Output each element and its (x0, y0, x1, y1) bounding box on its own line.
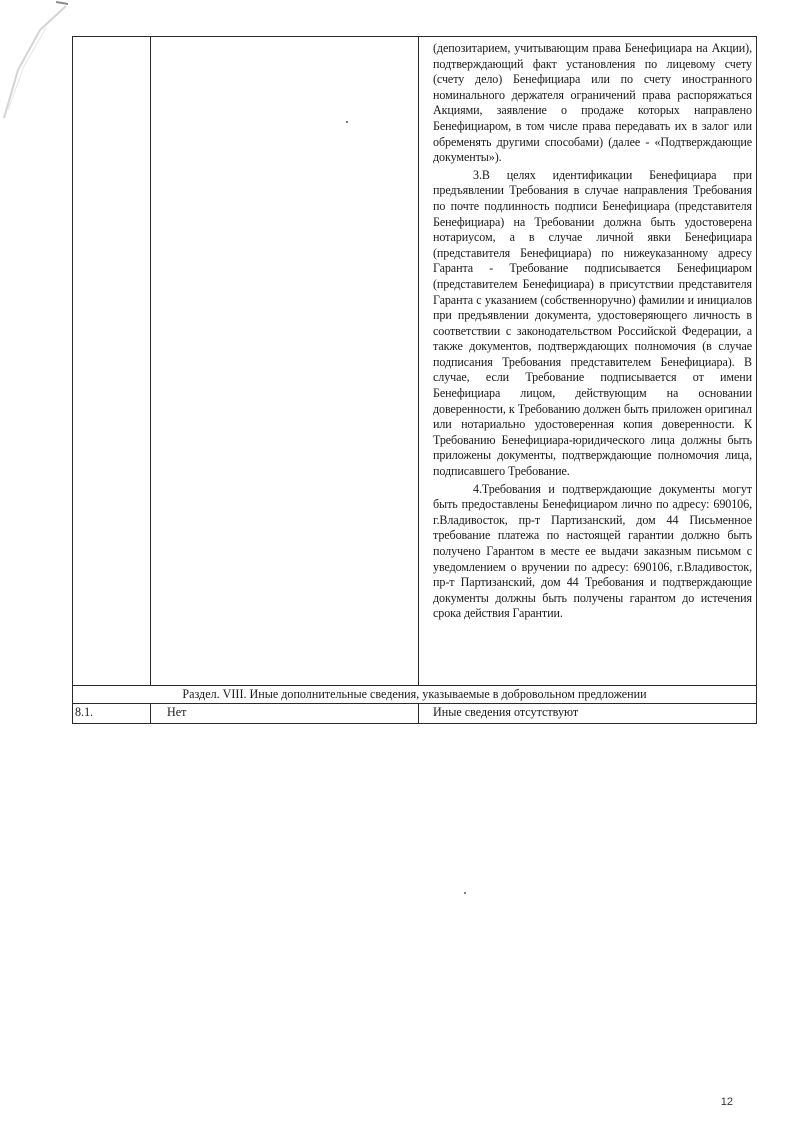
text-cell (419, 37, 757, 686)
page-number: 12 (720, 1096, 733, 1108)
section-heading: Раздел. VIII. Иные дополнительные сведения, указываемые в добровольном предложении (73, 686, 757, 704)
scan-edge-mark (0, 0, 70, 120)
section-heading-row (73, 686, 757, 704)
item-description: Иные сведения отсутствуют (419, 704, 757, 724)
table-row (73, 704, 757, 724)
scan-speck (464, 892, 466, 894)
item-number: 8.1. (73, 704, 151, 724)
paragraph-submission: 4.Требования и подтверждающие документы могут быть предоставлены Бенефициаром лично по адресу: 690106, г.Владивосток, пр-т Партизанский, дом 44 Письменное требование платежа по настоящей гарантии должно быть получено Гарантом в месте ее выдачи заказным письмом с уведомлением о вручении по адресу: 690106, г.Владивосток, пр-т Партизанский, дом 44 Требования и подтверждающие документы должны быть получены гарантом до истечения срока действия Гарантии. (433, 481, 752, 621)
paragraph-identification: 3.В целях идентификации Бенефициара при предъявлении Требования в случае направления Требования по почте подлинность подписи Бенефициара (представителя Бенефициара) на Требовании должна быть удостоверена нотариусом, а в случае личной явки Бенефициара (представителя Бенефициара) по нижеуказанному адресу Гаранта - Требование подписывается Бенефициаром (представителем Бенефициара) в присутствии представителя Гаранта с указанием (собственноручно) фамилии и инициалов при предъявлении документа, удостоверяющего личность в соответствии с законодательством Российской Федерации, а также документов, подтверждающих полномочия (в случае подписания Требования представителем Бенефициара). В случае, если Требование подписывается от имени Бенефициара лицом, действующим на основании доверенности, к Требованию должен быть приложен оригинал или нотариально удостоверенная копия доверенности. К Требованию Бенефициара-юридического лица должны быть приложены документы, подтверждающие полномочия лица, подписавшего Требование. (433, 167, 752, 479)
item-value: Нет (151, 704, 419, 724)
document-table (72, 36, 757, 724)
scan-speck (346, 121, 348, 123)
number-cell (73, 37, 151, 686)
table-row (73, 37, 757, 686)
middle-cell (151, 37, 419, 686)
paragraph-depositary: (депозитарием, учитывающим права Бенефициара на Акции), подтверждающий факт установления по лицевому счету (счету дело) Бенефициара или по счету иностранного номинального держателя ограничений права распоряжаться Акциями, заявление о продаже которых направлено Бенефициаром, в том числе права передавать их в залог или обременять другими способами) (далее - «Подтверждающие документы»). (433, 41, 752, 165)
